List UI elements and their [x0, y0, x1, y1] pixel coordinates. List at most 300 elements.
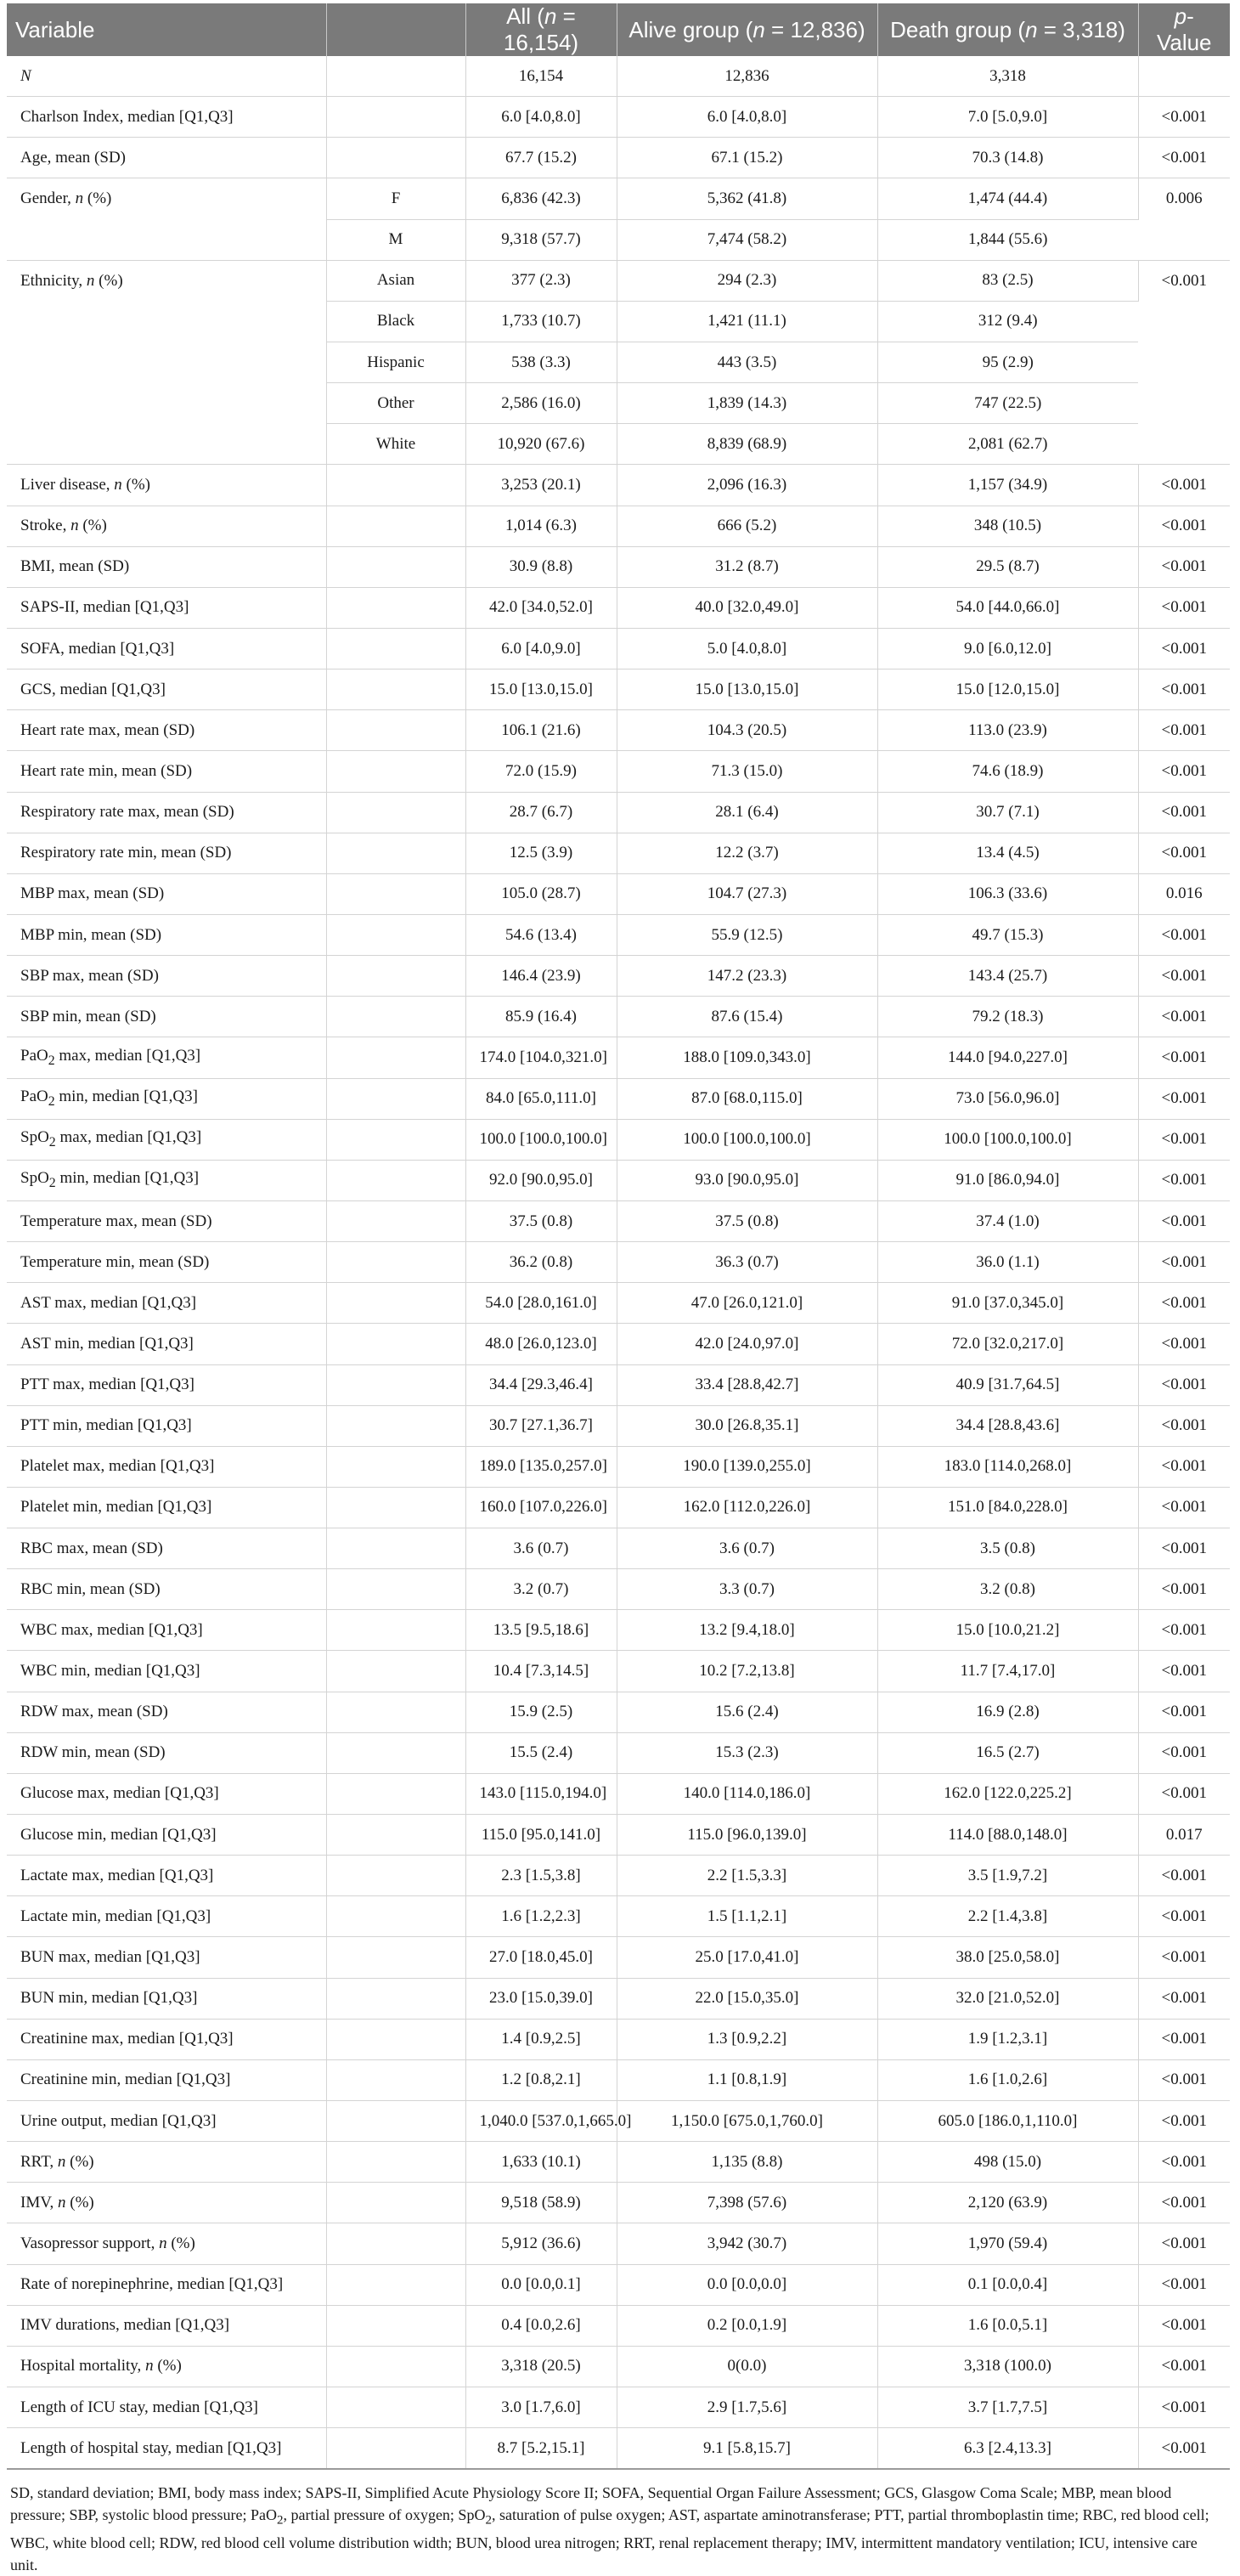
all-cell: 6.0 [4.0,8.0]	[465, 97, 617, 138]
table-row	[7, 2346, 1230, 2387]
variable-label: Lactate max, median [Q1,Q3]	[20, 1866, 214, 1884]
alive-cell: 15.6 (2.4)	[617, 1692, 877, 1732]
table-row	[7, 1364, 1230, 1405]
p-value-cell: <0.001	[1138, 506, 1230, 546]
p-value-cell: <0.001	[1138, 1569, 1230, 1610]
alive-cell: 37.5 (0.8)	[617, 1200, 877, 1241]
variable-label-suffix: (%)	[65, 2193, 94, 2212]
alive-cell: 36.3 (0.7)	[617, 1242, 877, 1283]
all-cell: 5,912 (36.6)	[465, 2223, 617, 2264]
subgroup-cell	[326, 1446, 465, 1487]
death-cell: 348 (10.5)	[877, 506, 1138, 546]
variable-label: Heart rate max, mean (SD)	[20, 720, 195, 739]
alive-cell: 1,150.0 [675.0,1,760.0]	[617, 2101, 877, 2142]
death-cell: 1.6 [1.0,2.6]	[877, 2059, 1138, 2100]
variable-label: BUN min, median [Q1,Q3]	[20, 1989, 198, 2008]
variable-cell	[7, 2183, 326, 2223]
variable-italic: n	[57, 2152, 66, 2171]
table-row	[7, 1324, 1230, 1364]
table-row	[7, 2428, 1230, 2470]
variable-label-suffix: (%)	[94, 271, 123, 290]
variable-italic: n	[145, 2357, 154, 2375]
table-row	[7, 1528, 1230, 1569]
all-cell: 67.7 (15.2)	[465, 138, 617, 178]
death-cell: 91.0 [37.0,345.0]	[877, 1283, 1138, 1324]
subgroup-cell	[326, 1856, 465, 1896]
alive-cell: 40.0 [32.0,49.0]	[617, 587, 877, 628]
table-row	[7, 1078, 1230, 1119]
variable-cell	[7, 1815, 326, 1856]
variable-label: IMV durations, median [Q1,Q3]	[20, 2316, 230, 2335]
all-cell: 27.0 [18.0,45.0]	[465, 1937, 617, 1978]
alive-cell: 15.3 (2.3)	[617, 1732, 877, 1773]
all-cell: 3.2 (0.7)	[465, 1569, 617, 1610]
variable-cell	[7, 1200, 326, 1241]
p-value-cell: <0.001	[1138, 138, 1230, 178]
alive-cell: 30.0 [26.8,35.1]	[617, 1405, 877, 1446]
variable-cell	[7, 587, 326, 628]
all-cell: 15.5 (2.4)	[465, 1732, 617, 1773]
death-cell: 7.0 [5.0,9.0]	[877, 97, 1138, 138]
table-body	[7, 56, 1230, 2469]
variable-label: GCS, median [Q1,Q3]	[20, 680, 166, 698]
variable-label-suffix: (%)	[83, 189, 112, 208]
alive-cell: 3.3 (0.7)	[617, 1569, 877, 1610]
subgroup-cell	[326, 873, 465, 914]
death-cell: 91.0 [86.0,94.0]	[877, 1160, 1138, 1200]
table-row	[7, 1446, 1230, 1487]
variable-label-suffix: (%)	[78, 517, 107, 535]
subgroup-cell	[326, 1364, 465, 1405]
subgroup-cell	[326, 2264, 465, 2305]
variable-cell	[7, 2264, 326, 2305]
variable-label: RBC max, mean (SD)	[20, 1539, 163, 1557]
variable-cell	[7, 833, 326, 873]
subgroup-cell	[326, 506, 465, 546]
variable-label: IMV,	[20, 2193, 58, 2212]
all-cell: 84.0 [65.0,111.0]	[465, 1078, 617, 1119]
table-row	[7, 1283, 1230, 1324]
variable-label: Temperature min, mean (SD)	[20, 1252, 210, 1271]
subgroup-cell	[326, 1119, 465, 1160]
all-cell: 8.7 [5.2,15.1]	[465, 2428, 617, 2470]
all-cell: 37.5 (0.8)	[465, 1200, 617, 1241]
alive-cell: 1,839 (14.3)	[617, 383, 877, 424]
p-value-cell: <0.001	[1138, 1119, 1230, 1160]
variable-label: Vasopressor support,	[20, 2234, 160, 2253]
subgroup-cell	[326, 56, 465, 97]
subgroup-cell	[326, 2428, 465, 2470]
subgroup-cell: Hispanic	[326, 342, 465, 382]
header-p-rest: -Value	[1156, 3, 1212, 55]
p-value-cell: <0.001	[1138, 914, 1230, 955]
header-subgroup	[326, 3, 465, 56]
subgroup-cell	[326, 1037, 465, 1078]
subgroup-cell	[326, 1528, 465, 1569]
variable-cell	[7, 2019, 326, 2059]
table-row	[7, 2101, 1230, 2142]
footnote-sub2: 2	[485, 2513, 492, 2528]
table-container	[7, 3, 1230, 2576]
subgroup-cell: White	[326, 424, 465, 465]
variable-cell	[7, 2142, 326, 2183]
subgroup-cell	[326, 628, 465, 669]
variable-label: Platelet max, median [Q1,Q3]	[20, 1457, 215, 1476]
subgroup-cell	[326, 2142, 465, 2183]
death-cell: 3,318 (100.0)	[877, 2346, 1138, 2387]
all-cell: 105.0 (28.7)	[465, 873, 617, 914]
subgroup-cell: Other	[326, 383, 465, 424]
p-value-cell: <0.001	[1138, 587, 1230, 628]
header-alive-suffix: = 12,836)	[764, 16, 865, 42]
table-row	[7, 710, 1230, 751]
all-cell: 92.0 [90.0,95.0]	[465, 1160, 617, 1200]
alive-cell: 0.2 [0.0,1.9]	[617, 2305, 877, 2346]
alive-cell: 15.0 [13.0,15.0]	[617, 669, 877, 710]
all-cell: 34.4 [29.3,46.4]	[465, 1364, 617, 1405]
table-row	[7, 1856, 1230, 1896]
alive-cell: 0(0.0)	[617, 2346, 877, 2387]
variable-cell	[7, 956, 326, 997]
table-row	[7, 1037, 1230, 1078]
p-value-cell: <0.001	[1138, 1200, 1230, 1241]
table-row	[7, 1119, 1230, 1160]
variable-label: Heart rate min, mean (SD)	[20, 761, 193, 780]
variable-label-suffix: (%)	[166, 2234, 195, 2253]
death-cell: 54.0 [44.0,66.0]	[877, 587, 1138, 628]
variable-label-suffix: min, median [Q1,Q3]	[55, 1169, 200, 1188]
all-cell: 54.0 [28.0,161.0]	[465, 1283, 617, 1324]
variable-cell	[7, 914, 326, 955]
variable-label: Ethnicity,	[20, 271, 87, 290]
variable-label: RRT,	[20, 2152, 58, 2171]
death-cell: 1,157 (34.9)	[877, 465, 1138, 506]
variable-cell	[7, 1324, 326, 1364]
all-cell: 1,040.0 [537.0,1,665.0]	[465, 2101, 617, 2142]
p-value-cell: <0.001	[1138, 1651, 1230, 1692]
alive-cell: 188.0 [109.0,343.0]	[617, 1037, 877, 1078]
death-cell: 100.0 [100.0,100.0]	[877, 1119, 1138, 1160]
p-value-cell: <0.001	[1138, 1856, 1230, 1896]
table-row	[7, 1896, 1230, 1937]
variable-cell	[7, 1528, 326, 1569]
alive-cell: 5,362 (41.8)	[617, 178, 877, 219]
variable-cell	[7, 628, 326, 669]
p-value-cell: <0.001	[1138, 465, 1230, 506]
variable-cell	[7, 2305, 326, 2346]
variable-cell	[7, 2346, 326, 2387]
header-alive	[617, 3, 877, 56]
header-variable: Variable	[7, 3, 326, 56]
death-cell: 34.4 [28.8,43.6]	[877, 1405, 1138, 1446]
header-all-suffix: = 16,154)	[503, 3, 579, 55]
death-cell: 1.6 [0.0,5.1]	[877, 2305, 1138, 2346]
variable-cell	[7, 2223, 326, 2264]
all-cell: 3,318 (20.5)	[465, 2346, 617, 2387]
subgroup-cell	[326, 97, 465, 138]
table-row	[7, 1773, 1230, 1814]
table-row	[7, 1610, 1230, 1651]
variable-label-suffix: max, median [Q1,Q3]	[54, 1047, 201, 1065]
variable-cell	[7, 546, 326, 587]
variable-cell	[7, 1283, 326, 1324]
all-cell: 15.9 (2.5)	[465, 1692, 617, 1732]
variable-label: BMI, mean (SD)	[20, 557, 130, 576]
subgroup-cell	[326, 2305, 465, 2346]
table-row	[7, 1487, 1230, 1528]
death-cell: 73.0 [56.0,96.0]	[877, 1078, 1138, 1119]
death-cell: 106.3 (33.6)	[877, 873, 1138, 914]
alive-cell: 33.4 [28.8,42.7]	[617, 1364, 877, 1405]
all-cell: 3,253 (20.1)	[465, 465, 617, 506]
subgroup-cell	[326, 751, 465, 792]
death-cell: 83 (2.5)	[877, 260, 1138, 301]
header-alive-prefix: Alive group (	[628, 16, 753, 42]
p-value-cell: <0.001	[1138, 792, 1230, 833]
alive-cell: 2,096 (16.3)	[617, 465, 877, 506]
variable-label: Temperature max, mean (SD)	[20, 1212, 212, 1230]
alive-cell: 71.3 (15.0)	[617, 751, 877, 792]
variable-label: Stroke,	[20, 517, 71, 535]
table-row	[7, 546, 1230, 587]
subgroup-cell	[326, 546, 465, 587]
header-death-n: n	[1025, 16, 1038, 42]
variable-label: MBP max, mean (SD)	[20, 884, 165, 903]
all-cell: 30.7 [27.1,36.7]	[465, 1405, 617, 1446]
alive-cell: 25.0 [17.0,41.0]	[617, 1937, 877, 1978]
p-value-cell: <0.001	[1138, 1773, 1230, 1814]
death-cell: 72.0 [32.0,217.0]	[877, 1324, 1138, 1364]
variable-cell	[7, 1732, 326, 1773]
table-row	[7, 2019, 1230, 2059]
all-cell: 6.0 [4.0,9.0]	[465, 628, 617, 669]
variable-cell	[7, 1487, 326, 1528]
subgroup-cell	[326, 1078, 465, 1119]
subgroup-cell	[326, 138, 465, 178]
death-cell: 29.5 (8.7)	[877, 546, 1138, 587]
table-header	[7, 3, 1230, 56]
p-value-cell: 0.017	[1138, 1815, 1230, 1856]
death-cell: 79.2 (18.3)	[877, 997, 1138, 1037]
p-value-cell: <0.001	[1138, 956, 1230, 997]
alive-cell: 13.2 [9.4,18.0]	[617, 1610, 877, 1651]
table-row	[7, 138, 1230, 178]
variable-subscript: 2	[48, 1053, 55, 1068]
death-cell: 9.0 [6.0,12.0]	[877, 628, 1138, 669]
variable-label: Platelet min, median [Q1,Q3]	[20, 1498, 212, 1517]
alive-cell: 5.0 [4.0,8.0]	[617, 628, 877, 669]
header-death-prefix: Death group (	[890, 16, 1026, 42]
table-row	[7, 956, 1230, 997]
all-cell: 3.0 [1.7,6.0]	[465, 2387, 617, 2428]
variable-label: SAPS-II, median [Q1,Q3]	[20, 598, 189, 617]
alive-cell: 666 (5.2)	[617, 506, 877, 546]
p-value-cell: <0.001	[1138, 710, 1230, 751]
p-value-cell: <0.001	[1138, 2019, 1230, 2059]
death-cell: 95 (2.9)	[877, 342, 1138, 382]
subgroup-cell	[326, 1732, 465, 1773]
subgroup-cell	[326, 2019, 465, 2059]
death-cell: 3,318	[877, 56, 1138, 97]
death-cell: 498 (15.0)	[877, 2142, 1138, 2183]
alive-cell: 12,836	[617, 56, 877, 97]
table-footnote	[7, 2482, 1230, 2576]
variable-label: Glucose max, median [Q1,Q3]	[20, 1784, 219, 1803]
subgroup-cell	[326, 1692, 465, 1732]
variable-label: SBP min, mean (SD)	[20, 1007, 156, 1025]
all-cell: 2,586 (16.0)	[465, 383, 617, 424]
table-row	[7, 465, 1230, 506]
table-row	[7, 1651, 1230, 1692]
header-all-prefix: All (	[506, 3, 544, 29]
variable-cell	[7, 1078, 326, 1119]
all-cell: 30.9 (8.8)	[465, 546, 617, 587]
p-value-cell: <0.001	[1138, 2387, 1230, 2428]
death-cell: 37.4 (1.0)	[877, 1200, 1138, 1241]
subgroup-cell	[326, 1815, 465, 1856]
subgroup-cell	[326, 710, 465, 751]
subgroup-cell	[326, 2059, 465, 2100]
alive-cell: 1.5 [1.1,2.1]	[617, 1896, 877, 1937]
variable-label-suffix: min, median [Q1,Q3]	[54, 1087, 198, 1106]
variable-cell	[7, 1856, 326, 1896]
all-cell: 42.0 [34.0,52.0]	[465, 587, 617, 628]
variable-label-suffix: max, median [Q1,Q3]	[55, 1128, 202, 1147]
all-cell: 16,154	[465, 56, 617, 97]
all-cell: 0.0 [0.0,0.1]	[465, 2264, 617, 2305]
p-value-cell: <0.001	[1138, 1037, 1230, 1078]
footnote-part3: , saturation of pulse oxygen; AST, aspartate aminotransferase; PTT, partial thromboplastin time; RBC, red blood cell; WBC, white blood cell; RDW, red blood cell volume distribution width; BUN, blood urea nitrogen; RRT, renal replacement therapy; IMV, intermittent mandatory ventilation; ICU, intensive care unit.	[10, 2506, 1209, 2573]
all-cell: 3.6 (0.7)	[465, 1528, 617, 1569]
subgroup-cell	[326, 465, 465, 506]
subgroup-cell	[326, 833, 465, 873]
variable-cell	[7, 710, 326, 751]
variable-label: Creatinine min, median [Q1,Q3]	[20, 2070, 231, 2089]
table-row	[7, 1692, 1230, 1732]
all-cell: 36.2 (0.8)	[465, 1242, 617, 1283]
table-row	[7, 2142, 1230, 2183]
variable-subscript: 2	[48, 1135, 56, 1150]
variable-label: Gender,	[20, 189, 76, 208]
all-cell: 6,836 (42.3)	[465, 178, 617, 219]
death-cell: 114.0 [88.0,148.0]	[877, 1815, 1138, 1856]
subgroup-cell	[326, 1610, 465, 1651]
death-cell: 49.7 (15.3)	[877, 914, 1138, 955]
subgroup-cell	[326, 2101, 465, 2142]
alive-cell: 140.0 [114.0,186.0]	[617, 1773, 877, 1814]
variable-cell	[7, 1160, 326, 1200]
variable-label: Charlson Index, median [Q1,Q3]	[20, 107, 234, 126]
p-value-cell: <0.001	[1138, 1283, 1230, 1324]
variable-cell	[7, 997, 326, 1037]
variable-cell	[7, 669, 326, 710]
alive-cell: 22.0 [15.0,35.0]	[617, 1978, 877, 2019]
death-cell: 70.3 (14.8)	[877, 138, 1138, 178]
subgroup-cell: Asian	[326, 260, 465, 301]
death-cell: 113.0 (23.9)	[877, 710, 1138, 751]
variable-cell	[7, 1937, 326, 1978]
variable-cell	[7, 792, 326, 833]
all-cell: 28.7 (6.7)	[465, 792, 617, 833]
variable-label: WBC max, median [Q1,Q3]	[20, 1620, 203, 1639]
p-value-cell: <0.001	[1138, 1160, 1230, 1200]
subgroup-cell	[326, 2223, 465, 2264]
variable-cell	[7, 1569, 326, 1610]
table-row	[7, 1569, 1230, 1610]
all-cell: 2.3 [1.5,3.8]	[465, 1856, 617, 1896]
death-cell: 3.5 [1.9,7.2]	[877, 1856, 1138, 1896]
alive-cell: 55.9 (12.5)	[617, 914, 877, 955]
variable-label: AST min, median [Q1,Q3]	[20, 1334, 194, 1353]
table-row	[7, 2305, 1230, 2346]
variable-cell	[7, 1610, 326, 1651]
alive-cell: 87.0 [68.0,115.0]	[617, 1078, 877, 1119]
subgroup-cell	[326, 2183, 465, 2223]
alive-cell: 67.1 (15.2)	[617, 138, 877, 178]
p-value-cell	[1138, 56, 1230, 97]
p-value-cell: <0.001	[1138, 1078, 1230, 1119]
all-cell: 12.5 (3.9)	[465, 833, 617, 873]
all-cell: 85.9 (16.4)	[465, 997, 617, 1037]
death-cell: 16.9 (2.8)	[877, 1692, 1138, 1732]
variable-cell	[7, 1364, 326, 1405]
alive-cell: 2.9 [1.7,5.6]	[617, 2387, 877, 2428]
p-value-cell: <0.001	[1138, 2264, 1230, 2305]
subgroup-cell	[326, 1160, 465, 1200]
death-cell: 3.5 (0.8)	[877, 1528, 1138, 1569]
alive-cell: 1.1 [0.8,1.9]	[617, 2059, 877, 2100]
alive-cell: 162.0 [112.0,226.0]	[617, 1487, 877, 1528]
all-cell: 1.4 [0.9,2.5]	[465, 2019, 617, 2059]
table-row	[7, 260, 1230, 301]
p-value-cell: <0.001	[1138, 1405, 1230, 1446]
variable-italic: n	[58, 2193, 66, 2212]
table-row	[7, 1978, 1230, 2019]
all-cell: 72.0 (15.9)	[465, 751, 617, 792]
variable-italic: n	[86, 271, 95, 290]
p-value-cell: 0.016	[1138, 873, 1230, 914]
variable-label: PTT max, median [Q1,Q3]	[20, 1376, 194, 1394]
header-all-n: n	[544, 3, 557, 29]
alive-cell: 115.0 [96.0,139.0]	[617, 1815, 877, 1856]
variable-label: PaO	[20, 1087, 48, 1106]
death-cell: 16.5 (2.7)	[877, 1732, 1138, 1773]
p-value-cell: <0.001	[1138, 1610, 1230, 1651]
variable-label-suffix: (%)	[153, 2357, 182, 2375]
all-cell: 146.4 (23.9)	[465, 956, 617, 997]
death-cell: 0.1 [0.0,0.4]	[877, 2264, 1138, 2305]
alive-cell: 7,398 (57.6)	[617, 2183, 877, 2223]
variable-cell	[7, 1773, 326, 1814]
alive-cell: 294 (2.3)	[617, 260, 877, 301]
variable-cell	[7, 56, 326, 97]
subgroup-cell	[326, 1283, 465, 1324]
alive-cell: 7,474 (58.2)	[617, 219, 877, 260]
death-cell: 38.0 [25.0,58.0]	[877, 1937, 1138, 1978]
header-all	[465, 3, 617, 56]
variable-label: WBC min, median [Q1,Q3]	[20, 1662, 200, 1681]
alive-cell: 42.0 [24.0,97.0]	[617, 1324, 877, 1364]
p-value-cell: <0.001	[1138, 1364, 1230, 1405]
all-cell: 174.0 [104.0,321.0]	[465, 1037, 617, 1078]
table-row	[7, 2387, 1230, 2428]
p-value-cell: <0.001	[1138, 628, 1230, 669]
alive-cell: 10.2 [7.2,13.8]	[617, 1651, 877, 1692]
alive-cell: 1,421 (11.1)	[617, 301, 877, 342]
alive-cell: 6.0 [4.0,8.0]	[617, 97, 877, 138]
variable-cell	[7, 1896, 326, 1937]
death-cell: 2,081 (62.7)	[877, 424, 1138, 465]
